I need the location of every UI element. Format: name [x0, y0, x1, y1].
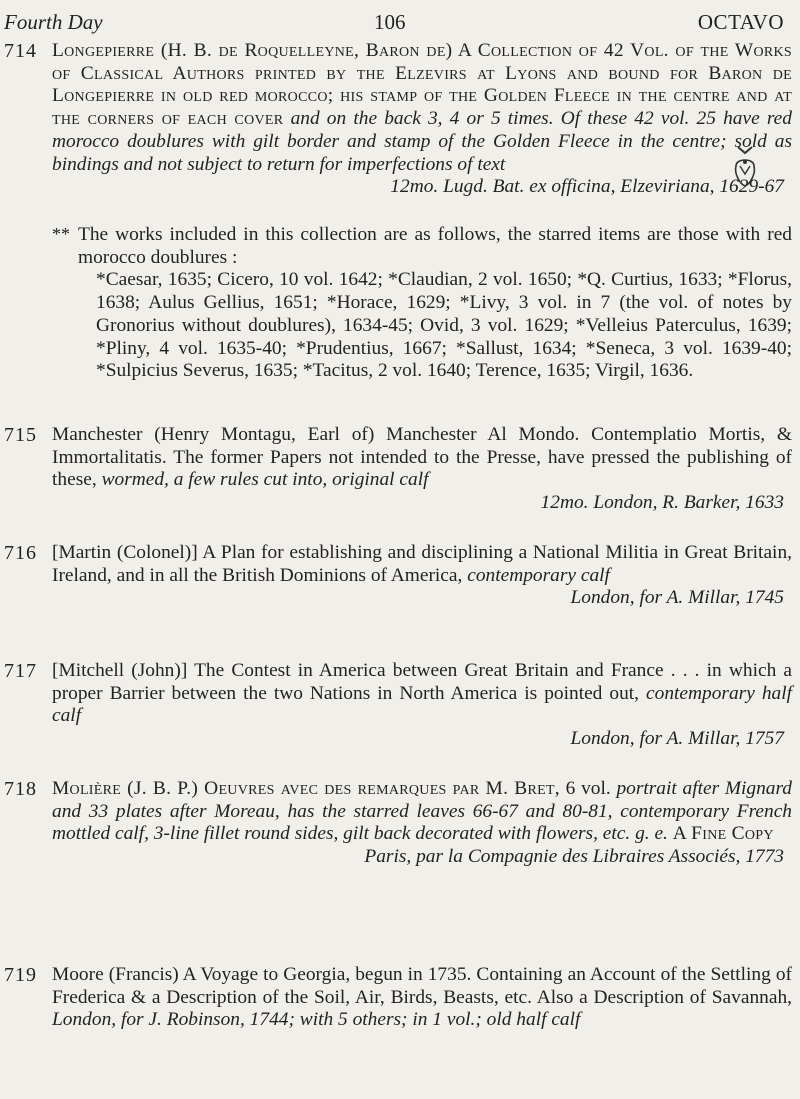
- lot-imprint: Paris, par la Compagnie des Libraires Associés, 1773: [364, 846, 784, 868]
- lot-number: 714: [4, 40, 37, 62]
- golden-fleece-stamp-icon: [728, 144, 762, 190]
- lot-number: 716: [4, 542, 37, 564]
- lot-number: 715: [4, 424, 37, 446]
- lot-heading: [Mitchell (John)] The Contest in America between Great Britain and France . . . in which a proper Barrier between the two Nations in North America is pointed out,: [52, 660, 792, 704]
- lot-number: 719: [4, 964, 37, 986]
- lot-binding-note: wormed, a few rules cut into, original calf: [101, 469, 429, 491]
- lot-binding-note: and on the back 3, 4 or 5 times. Of these 42 vol. 25 have red morocco doublures with gilt border and stamp of the Golden Fleece in the centre; sold as bindings and not subject to return for imperfections of text: [52, 108, 792, 175]
- lot-heading: [Martin (Colonel)] A Plan for establishing and disciplining a National Militia in Great Britain, Ireland, and in all the British Dominions of America,: [52, 542, 792, 586]
- lot-description: [52, 778, 792, 869]
- lot-description: [52, 964, 792, 1032]
- works-intro: The works included in this collection are as follows, the starred items are those with red morocco doublures :: [78, 224, 792, 268]
- lot-number: 717: [4, 660, 37, 682]
- lot-imprint: London, for J. Robinson, 1744; with 5 others;: [52, 1009, 408, 1031]
- lot-imprint: 12mo. Lugd. Bat. ex officina, Elzeviriana, 1629-67: [390, 176, 784, 198]
- lot-description: [52, 424, 792, 515]
- lot-heading: Moore (Francis) A Voyage to Georgia, begun in 1735. Containing an Account of the Settling of Frederica & a Description of the Soil, Air, Birds, Beasts, etc. Also a Description of Savannah,: [52, 964, 792, 1008]
- day-label: Fourth Day: [4, 10, 103, 34]
- lot-description: [52, 542, 792, 610]
- lot-binding-note: contemporary calf: [467, 564, 610, 586]
- asterism-icon: **: [52, 224, 70, 244]
- lot-binding-note: in 1 vol.; old half calf: [412, 1009, 581, 1031]
- format-label: OCTAVO: [697, 10, 784, 34]
- fine-copy-note: A Fine Copy: [672, 823, 774, 845]
- lot-heading: Manchester (Henry Montagu, Earl of) Manchester Al Mondo. Contemplatio Mortis, & Immortalitatis. The former Papers not intended to the Presse, have pressed the publishing of these,: [52, 424, 792, 491]
- lot-binding-note: contemporary half calf: [52, 682, 792, 727]
- lot-heading: Molière (J. B. P.) Oeuvres avec des remarques par M. Bret,: [52, 778, 560, 799]
- lot-heading: Longepierre (H. B. de Roquelleyne, Baron de) A Collection of 42 Vol. of the Works of Classical Authors printed by the Elzevirs at Lyons and bound for Baron de Longepierre in old red morocco; his stamp of the Golden Fleece in the centre and at the corners of each cover: [52, 40, 792, 130]
- lot-volumes: 6 vol.: [565, 778, 611, 799]
- lot-imprint: London, for A. Millar, 1745: [570, 587, 784, 609]
- page-number: 106: [374, 10, 406, 34]
- lot-imprint: 12mo. London, R. Barker, 1633: [540, 492, 784, 514]
- lot-description: [52, 660, 792, 751]
- page-header: [0, 10, 800, 38]
- lot-description: [52, 40, 792, 199]
- lot-number: 718: [4, 778, 37, 800]
- works-list: *Caesar, 1635; Cicero, 10 vol. 1642; *Claudian, 2 vol. 1650; *Q. Curtius, 1633; *Florus, 1638; Aulus Gellius, 1651; *Horace, 1629; *Livy, 3 vol. in 7 (the vol. of notes by Gronorius without doublures), 1634-45; Ovid, 3 vol. 1629; *Velleius Paterculus, 1639; *Pliny, 4 vol. 1635-40; *Prudentius, 1667; *Sallust, 1634; *Seneca, 3 vol. 1639-40; *Sulpicius Severus, 1635; *Tacitus, 2 vol. 1640; Terence, 1635; Virgil, 1636.: [96, 269, 792, 382]
- lot-imprint: London, for A. Millar, 1757: [570, 728, 784, 750]
- lot-binding-note: portrait after Mignard and 33 plates after Moreau, has the starred leaves 66-67 and 80-81, contemporary French mottled calf, 3-line fillet round sides, gilt back decorated with flowers, etc. g. e.: [52, 778, 792, 845]
